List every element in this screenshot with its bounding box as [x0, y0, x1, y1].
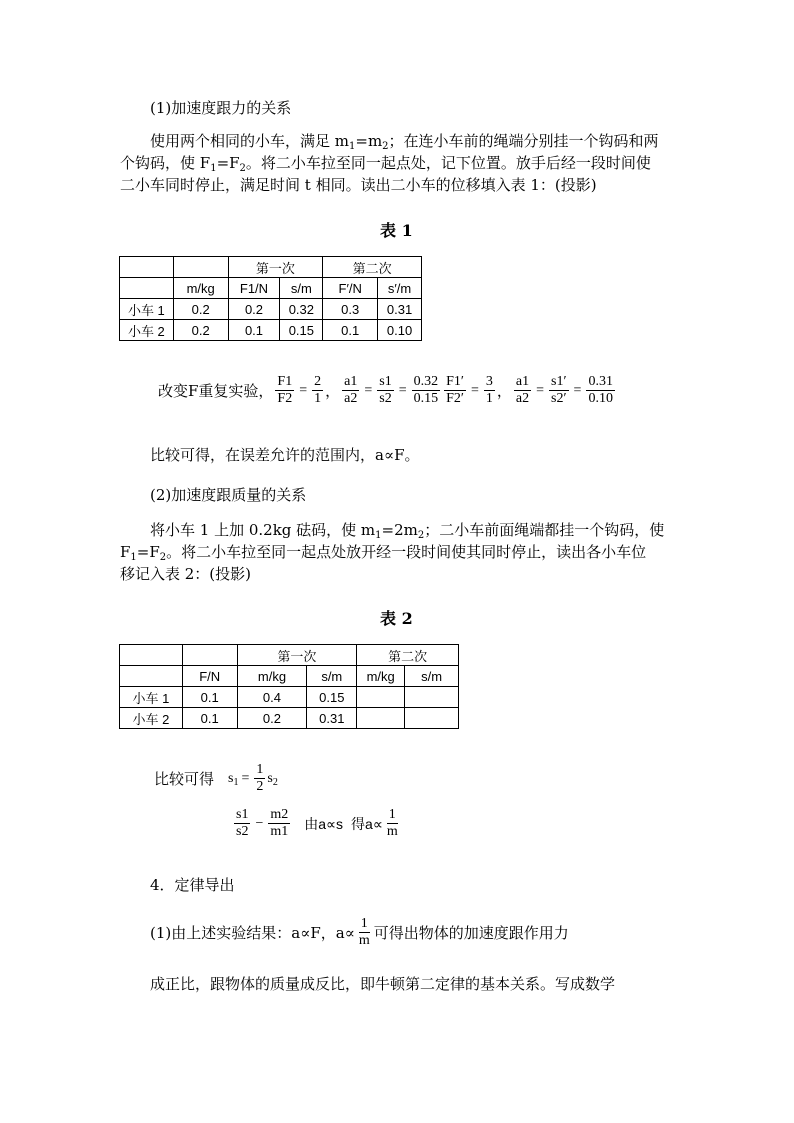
table1-blank: [173, 257, 228, 278]
fraction: $\frac{s1'}{s2'}$: [551, 374, 567, 406]
cell: 0.15: [307, 687, 357, 708]
table1-blank: [120, 278, 174, 299]
section1-heading: (1)加速度跟力的关系: [150, 99, 292, 117]
table-row: [120, 708, 459, 729]
table-row: [120, 687, 459, 708]
row-label: 小车 1: [120, 299, 174, 320]
cell: 0.32: [280, 299, 323, 320]
formula1-prefix: 改变F重复实验，: [158, 382, 274, 400]
table1-header: s′/m: [378, 278, 422, 299]
fraction: $\frac{F1'}{F2'}$: [446, 374, 464, 406]
cell: [405, 687, 459, 708]
cell: [357, 708, 405, 729]
cell: 0.31: [378, 299, 422, 320]
table2-blank: [182, 645, 237, 666]
cell: 0.2: [228, 299, 280, 320]
fraction: $\frac{0.31}{0.10}$: [588, 374, 613, 406]
table2-group1: 第一次: [237, 645, 357, 666]
table1-header: s/m: [280, 278, 323, 299]
cell: 0.1: [228, 320, 280, 341]
cell: 0.10: [378, 320, 422, 341]
fraction: $\frac{1}{m}$: [358, 916, 370, 948]
table2-header: m/kg: [357, 666, 405, 687]
fraction: $\frac{s1}{s2}$: [379, 374, 392, 406]
row-label: 小车 1: [120, 687, 183, 708]
section4-heading: 4．定律导出: [150, 876, 235, 894]
cell: 0.2: [173, 320, 228, 341]
cell: 0.2: [237, 708, 307, 729]
fraction: $\frac{3}{1}$: [485, 374, 493, 406]
cell: 0.4: [237, 687, 307, 708]
section4-line1: (1)由上述实验结果：a∝F，a∝ $\frac{1}{m}$ 可得出物体的加速度跟作用力: [150, 916, 569, 948]
section2-paragraph: 将小车 1 上加 0.2kg 砝码，使 $m_1=2m_2$；二小车前面绳端都挂一个钩码，使 $F_1=F_2$。将二小车拉至同一起点处放开经一段时间使其同时停止，读出各小车位 移记入表 2：(投影): [120, 521, 665, 583]
cell: 0.15: [280, 320, 323, 341]
table1: [119, 256, 422, 341]
conclusion1: 比较可得，在误差允许的范围内，a∝F。: [150, 446, 420, 464]
table1-header: m/kg: [173, 278, 228, 299]
table-row: [120, 299, 422, 320]
fraction: $\frac{m2}{m1}$: [270, 807, 289, 839]
fraction: $\frac{a1}{a2}$: [515, 374, 530, 406]
formula2-prefix: 比较可得: [154, 770, 215, 788]
fraction: $\frac{2}{1}$: [314, 374, 322, 406]
formula1: 改变F重复实验， $\frac{F1}{F2}$ = $\frac{2}{1}$ ， $\frac{a1}{a2}$ = $\frac{s1}{s2}$ = $\frac{0.32}{0.15}$ $\frac{F1'}{F2'}$ = $\frac{3}{1}$ ， $\frac{a1}{a2}$ = $\frac{s1'}{s2'}$ = $\frac{0.31}{0.10}$: [158, 374, 613, 406]
table2-group2: 第二次: [357, 645, 459, 666]
cell: 0.1: [182, 708, 237, 729]
table1-group2: 第二次: [323, 257, 422, 278]
formula2-by: 由a∝s: [304, 815, 344, 832]
section1-paragraph: 使用两个相同的小车，满足 $m_1=m_2$；在连小车前的绳端分别挂一个钩码和两 个钩码，使 $F_1=F_2$。将二小车拉至同一起点处，记下位置。放手后经一段时间使 二小车同时停止，满足时间 t 相同。读出二小车的位移填入表 1：(投影): [120, 132, 659, 194]
fraction: $\frac{1}{2}$: [256, 762, 264, 794]
table1-corner: [120, 257, 174, 278]
section2-heading: (2)加速度跟质量的关系: [150, 486, 307, 504]
row-label: 小车 2: [120, 708, 183, 729]
fraction: $\frac{s1}{s2}$: [236, 807, 249, 839]
section4-line2: 成正比，跟物体的质量成反比，即牛顿第二定律的基本关系。写成数学: [150, 975, 616, 993]
table1-caption: 表 1: [380, 221, 413, 240]
table2-header: F/N: [182, 666, 237, 687]
row-label: 小车 2: [120, 320, 174, 341]
formula2-line1: 比较可得 $s_1$ = $\frac{1}{2}$ $s_2$: [154, 762, 278, 794]
table-row: [120, 320, 422, 341]
table2-caption: 表 2: [380, 609, 413, 628]
table1-group1: 第一次: [228, 257, 323, 278]
cell: 0.2: [173, 299, 228, 320]
cell: 0.3: [323, 299, 378, 320]
formula2-line2: $\frac{s1}{s2}$ − $\frac{m2}{m1}$ 由a∝s 得a∝ $\frac{1}{m}$: [236, 807, 398, 839]
fraction: $\frac{1}{m}$: [386, 807, 398, 839]
cell: [357, 687, 405, 708]
cell: 0.1: [323, 320, 378, 341]
table2-blank: [120, 666, 183, 687]
formula2-get: 得a∝: [351, 815, 383, 832]
table2-header: s/m: [405, 666, 459, 687]
table2-header: s/m: [307, 666, 357, 687]
table1-header: F1/N: [228, 278, 280, 299]
fraction: $\frac{a1}{a2}$: [344, 374, 358, 406]
table2: [119, 644, 459, 729]
table2-corner: [120, 645, 183, 666]
cell: 0.31: [307, 708, 357, 729]
table2-header: m/kg: [237, 666, 307, 687]
table1-header: F′/N: [323, 278, 378, 299]
cell: 0.1: [182, 687, 237, 708]
fraction: $\frac{0.32}{0.15}$: [413, 374, 439, 406]
fraction: $\frac{F1}{F2}$: [277, 374, 293, 406]
cell: [405, 708, 459, 729]
